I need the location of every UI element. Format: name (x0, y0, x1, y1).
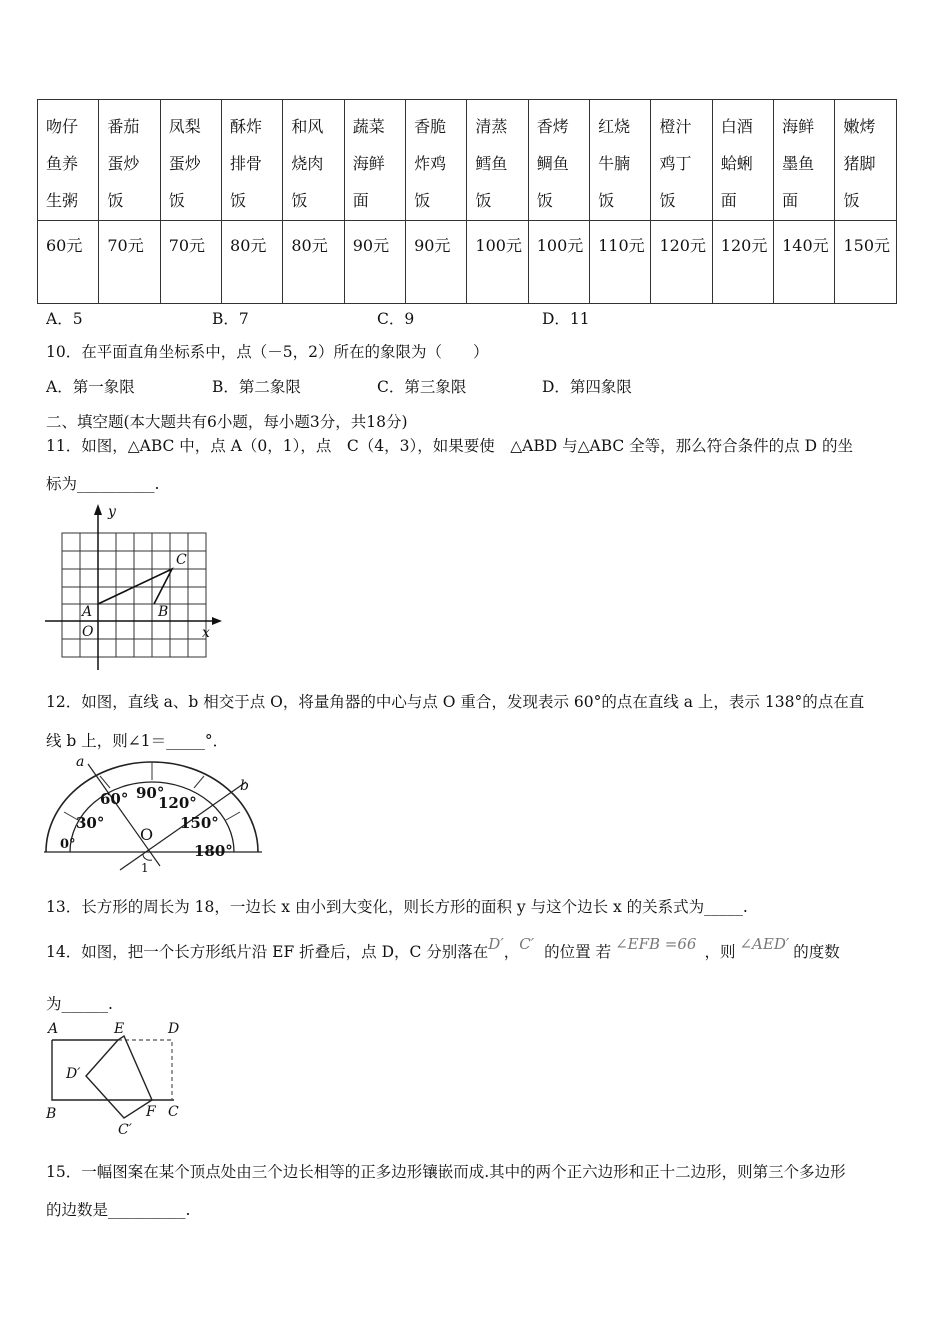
label-d-prime: D′ (66, 1066, 81, 1082)
menu-item-name: 番茄蛋炒饭 (107, 117, 140, 210)
menu-item-price: 110元 (598, 236, 645, 255)
deg-60-label: 60° (100, 790, 129, 808)
q14-formula-c-prime: C′ (519, 935, 535, 953)
label-b: B (46, 1106, 57, 1122)
menu-item-price: 100元 (475, 236, 522, 255)
q11-line-1: 11．如图，△ABC 中，点 A（0，1），点 C（4，3），如果要使 △ABD 与△ABC 全等，那么符合条件的点 D 的坐 (46, 437, 853, 455)
menu-item-name: 吻仔鱼养生粥 (46, 117, 79, 210)
q14-line-2: 为______. (46, 995, 113, 1013)
menu-item-price: 80元 (291, 236, 328, 255)
label-c-prime: C′ (118, 1122, 132, 1138)
section-heading: 二、填空题(本大题共有6小题，每小题3分，共18分) (46, 413, 408, 431)
deg-90-label: 90° (136, 784, 165, 802)
q9-option-b: B．7 (212, 310, 249, 328)
menu-item-price: 70元 (107, 236, 144, 255)
menu-item-name: 蔬菜海鲜面 (352, 117, 385, 210)
q9-option-c: C．9 (377, 310, 415, 328)
q10-option-c: C．第三象限 (377, 378, 467, 396)
q14-formula-efb: ∠EFB =66 (615, 935, 697, 953)
q14-text-post: 的度数 (793, 943, 840, 961)
q10-option-b: B．第二象限 (212, 378, 301, 396)
label-a: A (48, 1021, 59, 1037)
menu-item-name: 嫩烤猪脚饭 (843, 117, 876, 210)
point-b-label: B (158, 604, 169, 620)
menu-item-name: 白酒蛤蜊面 (720, 117, 753, 210)
deg-120-label: 120° (158, 794, 197, 812)
menu-names-row (38, 100, 897, 221)
label-e: E (114, 1021, 125, 1037)
label-d: D (168, 1021, 180, 1037)
q10-stem: 10．在平面直角坐标系中，点（－5，2）所在的象限为（ ） (46, 343, 489, 361)
menu-item-price: 60元 (46, 236, 83, 255)
q14-formula-aed: ∠AED′ (739, 935, 790, 953)
y-axis-arrow-icon (94, 504, 102, 515)
menu-price-table (37, 99, 897, 304)
menu-item-price: 70元 (168, 236, 206, 255)
q12-line-1: 12．如图，直线 a、b 相交于点 O，将量角器的中心与点 O 重合，发现表示 60°的点在直线 a 上，表示 138°的点在直 (46, 693, 865, 711)
deg-0-label: 0° (60, 837, 76, 852)
point-c-label: C (176, 552, 187, 568)
origin-label: O (82, 624, 94, 640)
q10-option-a: A．第一象限 (46, 378, 135, 396)
line-b-label: b (240, 778, 249, 794)
menu-item-price: 150元 (843, 236, 891, 255)
menu-item-price: 120元 (659, 236, 706, 255)
q14-formula-d-prime: D′ (488, 935, 504, 953)
menu-item-name: 香脆炸鸡饭 (414, 117, 447, 210)
menu-item-name: 酥炸排骨饭 (230, 117, 263, 210)
menu-item-name: 清蒸鳕鱼饭 (475, 117, 508, 210)
deg-150-label: 150° (180, 814, 219, 832)
menu-item-name: 红烧牛腩饭 (598, 117, 631, 210)
q14-line-1 (46, 935, 840, 962)
menu-item-name: 凤梨蛋炒饭 (168, 117, 201, 210)
label-f: F (146, 1104, 156, 1120)
q15-line-1: 15．一幅图案在某个顶点处由三个边长相等的正多边形镶嵌而成.其中的两个正六边形和正十二边形，则第三个多边形 (46, 1163, 846, 1181)
menu-item-price: 90元 (352, 236, 390, 255)
q14-text-mid2: ，则 (704, 943, 736, 961)
menu-item-price: 120元 (720, 236, 768, 255)
q12-line-2: 线 b 上，则∠1＝_____°． (46, 732, 229, 750)
label-c: C (168, 1104, 179, 1120)
angle-1-arc (143, 854, 152, 860)
y-label: y (108, 504, 116, 520)
point-a-label: A (82, 604, 93, 620)
q11-line-2: 标为__________. (46, 475, 160, 493)
q13-stem: 13．长方形的周长为 18，一边长 x 由小到大变化，则长方形的面积 y 与这个边长 x 的关系式为_____. (46, 898, 748, 916)
menu-item-name: 海鲜墨鱼面 (782, 117, 815, 210)
q14-sep: ， (503, 943, 520, 961)
folded-flap (86, 1036, 152, 1118)
x-axis-arrow-icon (212, 617, 222, 625)
angle-1-label: 1 (141, 861, 149, 875)
q10-option-d: D．第四象限 (542, 378, 632, 396)
q12-protractor-figure (40, 752, 270, 876)
rect-dashed-edges (118, 1040, 172, 1100)
x-label: x (202, 625, 210, 641)
menu-item-price: 100元 (536, 236, 584, 255)
center-o-label: O (140, 825, 154, 844)
q14-text-mid: 的位置 若 (544, 943, 612, 961)
menu-item-price: 140元 (782, 236, 829, 255)
menu-item-price: 90元 (414, 236, 451, 255)
menu-item-price: 80元 (230, 236, 267, 255)
q14-fold-figure (42, 1018, 192, 1138)
q11-grid-figure (40, 500, 230, 672)
menu-item-name: 和风烧肉饭 (291, 117, 324, 210)
deg-180-label: 180° (194, 842, 233, 860)
menu-item-name: 橙汁鸡丁饭 (659, 117, 692, 210)
q9-option-a: A．5 (46, 310, 83, 328)
menu-prices-row (38, 221, 897, 304)
q9-option-d: D．11 (542, 310, 590, 328)
line-a-label: a (76, 754, 85, 770)
q14-text-pre: 14．如图，把一个长方形纸片沿 EF 折叠后，点 D，C 分别落在 (46, 943, 489, 961)
q15-line-2: 的边数是__________. (46, 1201, 191, 1219)
deg-30-label: 30° (76, 814, 105, 832)
menu-item-name: 香烤鲷鱼饭 (536, 117, 569, 210)
